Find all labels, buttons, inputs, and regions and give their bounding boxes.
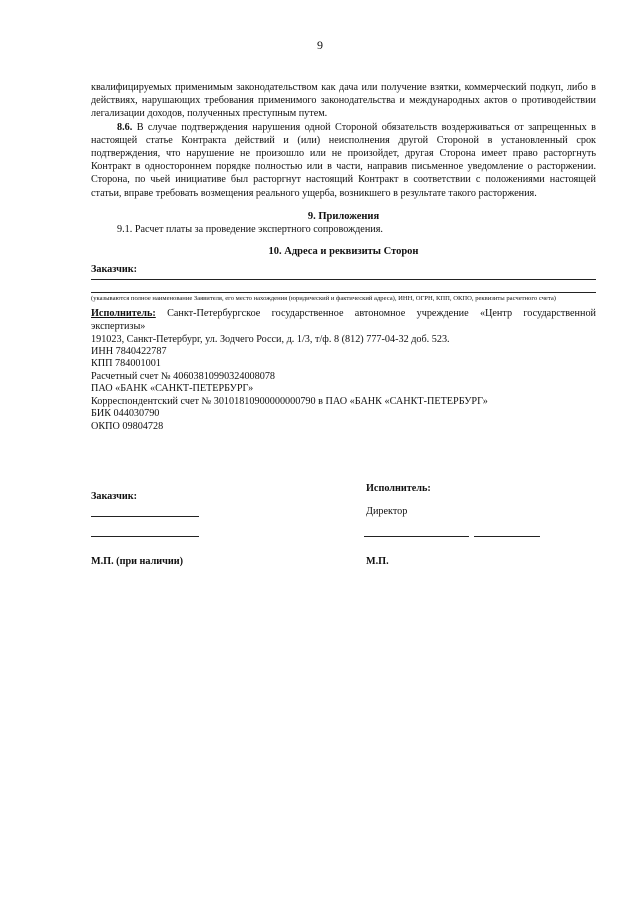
executor-account: Расчетный счет № 40603810990324008078 xyxy=(91,370,276,382)
paragraph-continuation: квалифицируемых применимым законодательством как дача или получение взятки, коммерческий подкуп, либо в действиях, нарушающих требования применимого законодательства и международных актов о противодействии легализации доходов, полученных преступным путем. xyxy=(91,82,596,120)
stamp-customer-text: М.П. (при наличии) xyxy=(91,556,184,567)
sign-customer-label: Заказчик: xyxy=(91,491,138,502)
section-9-item: 9.1. Расчет платы за проведение экспертного сопровождения. xyxy=(117,224,383,236)
sign-executor-position: Директор xyxy=(366,506,408,517)
executor-label: Исполнитель: xyxy=(91,308,156,320)
customer-field xyxy=(91,264,596,278)
executor-name xyxy=(91,307,596,333)
executor-okpo: ОКПО 09804728 xyxy=(91,420,164,432)
sign-executor-label: Исполнитель: xyxy=(366,483,431,494)
paragraph-8-6 xyxy=(91,121,596,200)
page-number: 9 xyxy=(317,38,323,52)
customer-name-line xyxy=(91,536,199,537)
section-9-title: 9. Приложения xyxy=(307,210,380,222)
paragraph-number: 8.6. xyxy=(117,121,133,133)
executor-kpp: КПП 784001001 xyxy=(91,358,161,370)
executor-bank: ПАО «БАНК «САНКТ-ПЕТЕРБУРГ» xyxy=(91,383,254,395)
executor-address: 191023, Санкт-Петербург, ул. Зодчего Росси, д. 1/3, т/ф. 8 (812) 777-04-32 доб. 523. xyxy=(91,333,450,345)
stamp-customer xyxy=(91,556,183,567)
customer-label: Заказчик: xyxy=(91,264,138,276)
customer-signature-line xyxy=(91,516,199,517)
customer-hint: (указываются полное наименование Заявителя, его место нахождения (юридический и фактический адреса), ИНН, ОГРН, КПП, ОКПО, реквизиты расчетного счета) xyxy=(91,294,556,302)
executor-name-text: Санкт-Петербургское государственное автономное учреждение «Центр государственной экспертизы» xyxy=(91,308,596,333)
paragraph-text: В случае подтверждения нарушения одной Стороной обязательств воздерживаться от запрещенных в настоящей статье Контракта действий и (или) неисполнения другой Стороной в установленный срок подтверждения, что нарушение не произошло или не произойдет, другая Сторона имеет право расторгнуть Контракт в одностороннем порядке полностью или в части, направив письменное уведомление о расторжении. Сторона, по чьей инициативе был расторгнут настоящий Контракт в соответствии с положениями настоящей статьи, вправе требовать возмещения реального ущерба, возникшего в результате такого расторжения. xyxy=(91,121,596,199)
executor-signature-line xyxy=(364,536,469,537)
section-10-title: 10. Адреса и реквизиты Сторон xyxy=(268,246,419,258)
contract-text xyxy=(91,81,596,433)
executor-inn: ИНН 7840422787 xyxy=(91,346,167,358)
customer-underline-2 xyxy=(91,280,596,293)
executor-corr-account: Корреспондентский счет № 30101810900000000790 в ПАО «БАНК «САНКТ-ПЕТЕРБУРГ» xyxy=(91,395,488,407)
executor-name-line xyxy=(474,536,540,537)
stamp-executor: М.П. xyxy=(366,556,389,567)
executor-bik: БИК 044030790 xyxy=(91,408,160,420)
